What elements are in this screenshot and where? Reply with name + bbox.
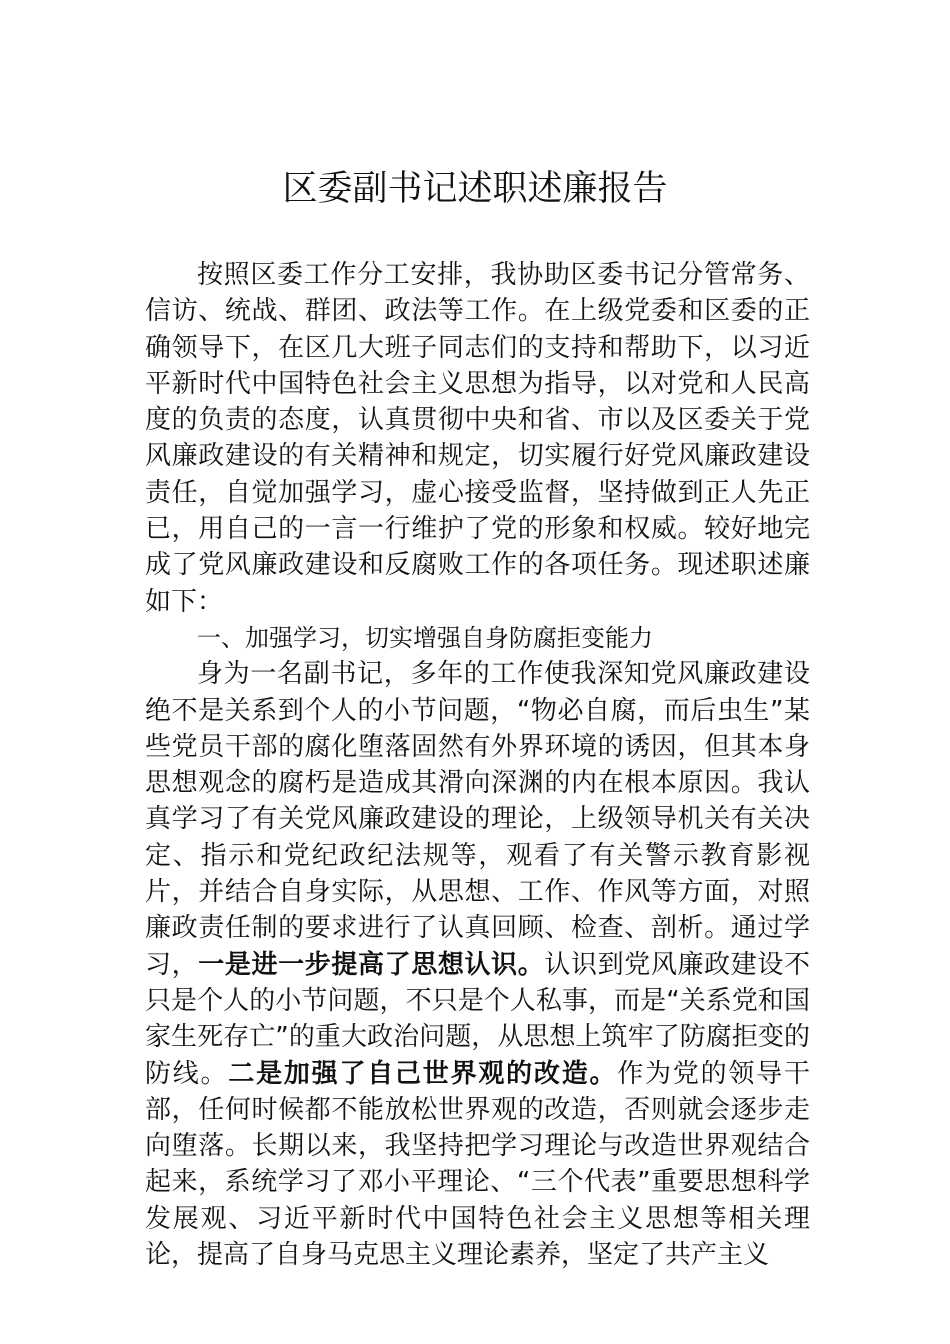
section-heading bbox=[145, 620, 810, 656]
bold-text-segment: 二是加强了自己世界观的改造。 bbox=[228, 1058, 618, 1089]
text-segment: 作为党的领导干部，任何时候都不能放松世界观的改造，否则就会逐步走向堕落。长期以来，我坚持把学习理论与改造世界观结合起来，系统学习了邓小平理论、“三个代表”重要思想科学发展观、习近平新时代中国特色社会主义思想等相关理论，提高了自身马克思主义理论素养，坚定了共产主义 bbox=[145, 1058, 810, 1271]
document-body bbox=[145, 257, 810, 1273]
text-segment: 身为一名副书记，多年的工作使我深知党风廉政建设绝不是关系到个人的小节问题，“物必自腐，而后虫生”某些党员干部的腐化堕落固然有外界环境的诱因，但其本身思想观念的腐朽是造成其滑向深渊的内在根本原因。我认真学习了有关党风廉政建设的理论，上级领导机关有关决定、指示和党纪政纪法规等，观看了有关警示教育影视片，并结合自身实际，从思想、工作、作风等方面，对照廉政责任制的要求进行了认真回顾、检查、剖析。通过学习， bbox=[145, 659, 810, 980]
body-paragraph bbox=[145, 257, 810, 620]
text-segment: 按照区委工作分工安排，我协助区委书记分管常务、信访、统战、群团、政法等工作。在上级党委和区委的正确领导下，在区几大班子同志们的支持和帮助下，以习近平新时代中国特色社会主义思想为指导，以对党和人民高度的负责的态度，认真贯彻中央和省、市以及区委关于党风廉政建设的有关精神和规定，切实履行好党风廉政建设责任，自觉加强学习，虚心接受监督，坚持做到正人先正已，用自己的一言一行维护了党的形象和权威。较好地完成了党风廉政建设和反腐败工作的各项任务。现述职述廉如下： bbox=[145, 260, 810, 617]
body-paragraph bbox=[145, 656, 810, 1273]
document-title: 区委副书记述职述廉报告 bbox=[282, 169, 668, 209]
text-segment: 认识到党风廉政建设不只是个人的小节问题，不只是个人私事，而是“关系党和国家生死存亡”的重大政治问题，从思想上筑牢了防腐拒变的防线。 bbox=[145, 949, 810, 1089]
bold-text-segment: 一是进一步提高了思想认识。 bbox=[198, 949, 545, 980]
text-segment: 一、加强学习，切实增强自身防腐拒变能力 bbox=[197, 623, 653, 652]
